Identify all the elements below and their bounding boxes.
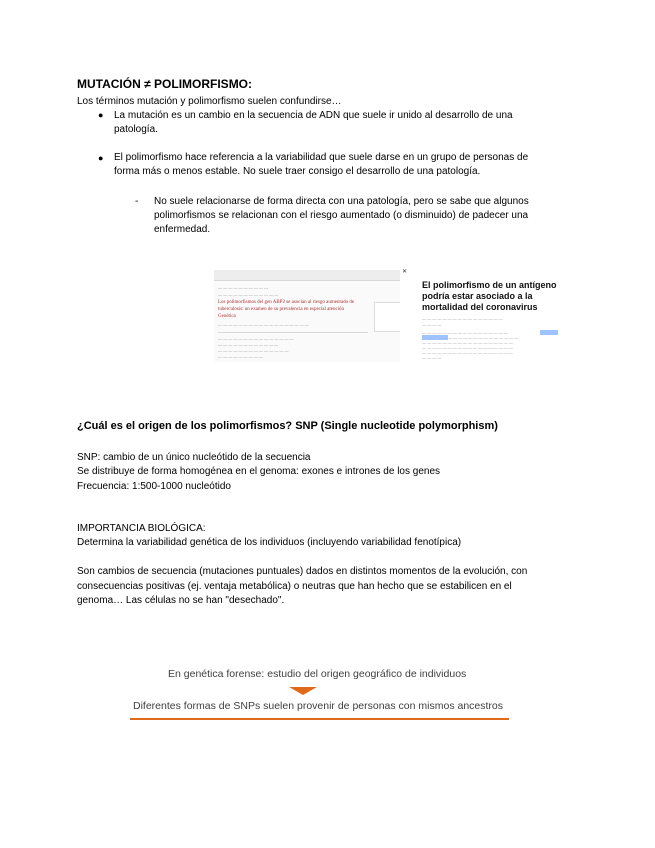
intro-text: Los términos mutación y polimorfismo suelen confundirse… [77, 96, 342, 107]
article-screenshot-left: — — — — — — — — — — — — — — — — — — — — — — Los polimorfismos del gen ABP2 se asocian al riesgo aumentado de tuberculosis: un examen de su prevalencia en especial atención Genética — — — — — — — — — — — — — — — — — — — — — — — — — — — — — — — — — — — — — — — — — — — — — — — — — — — — — — — — — — — — — — — — — — — — [214, 270, 414, 362]
evolution-paragraph-line3: genoma… Las células no se han "desechado". [77, 595, 285, 606]
bullet-polymorphism-line1: El polimorfismo hace referencia a la variabilidad que suele darse en un grupo de personas de [114, 152, 529, 163]
subbullet-line2: polimorfismos se relacionan con el riesgo aumentado (o disminuido) de padecer una [154, 210, 529, 221]
snp-distribution: Se distribuye de forma homogénea en el genoma: exones e intrones de los genes [77, 466, 441, 477]
evolution-paragraph-line2: consecuencias positivas (ej. ventaja metabólica) o neutras que han hecho que se estabilicen en el [77, 581, 512, 592]
article-right-title-3: mortalidad del coronavirus [422, 302, 538, 312]
bullet-dot-icon: ● [98, 110, 104, 120]
importance-label: IMPORTANCIA BIOLÓGICA: [77, 523, 206, 534]
article-right-title-2: podría estar asociado a la [422, 291, 533, 301]
bullet-polymorphism-line2: forma más o menos estable. No suele traer consigo el desarrollo de una patología. [114, 166, 481, 177]
article-left-title: Los polimorfismos del gen ABP2 se asocian al riesgo aumentado de [218, 300, 355, 305]
bullet-mutation-line2: patología. [114, 124, 158, 135]
down-arrow-icon [289, 687, 317, 695]
ancestry-text: Diferentes formas de SNPs suelen provenir de personas con mismos ancestros [133, 700, 504, 712]
section-title-mutacion: MUTACIÓN ≠ POLIMORFISMO: [77, 77, 253, 91]
subbullet-marker: - [135, 196, 139, 207]
subbullet-line1: No suele relacionarse de forma directa con una patología, pero se sabe que algunos [154, 196, 529, 207]
snp-definition: SNP: cambio de un único nucleótido de la secuencia [77, 452, 311, 463]
bullet-dot-icon: ● [98, 153, 104, 163]
subbullet-line3: enfermedad. [154, 224, 211, 235]
evolution-paragraph-line1: Son cambios de secuencia (mutaciones puntuales) dados en distintos momentos de la evolución, con [77, 566, 528, 577]
orange-underline [130, 718, 509, 720]
snp-frequency: Frecuencia: 1:500-1000 nucleótido [77, 481, 231, 492]
importance-text: Determina la variabilidad genética de los individuos (incluyendo variabilidad fenotípica) [77, 537, 462, 548]
section-title-snp: ¿Cuál es el origen de los polimorfismos? SNP (Single nucleotide polymorphism) [77, 420, 498, 432]
bullet-mutation-line1: La mutación es un cambio en la secuencia de ADN que suele ir unido al desarrollo de una [114, 110, 513, 121]
forensic-text: En genética forense: estudio del origen geográfico de individuos [168, 668, 467, 680]
article-screenshot-right: ✕ El polimorfismo de un antígeno podría estar asociado a la mortalidad del coronavirus — — — — — — — — — — — — — — — — — — — — — — — — — — — — — — — — — — — — — — — — — — — — — — — — — — — — — — — — — — — — — — — — — — — — — — — — — — — — — — — — — — — — — — — — — — — — — — — — — — — — — — — — — — — — — [400, 268, 560, 364]
article-right-title-1: El polimorfismo de un antígeno [422, 280, 557, 290]
